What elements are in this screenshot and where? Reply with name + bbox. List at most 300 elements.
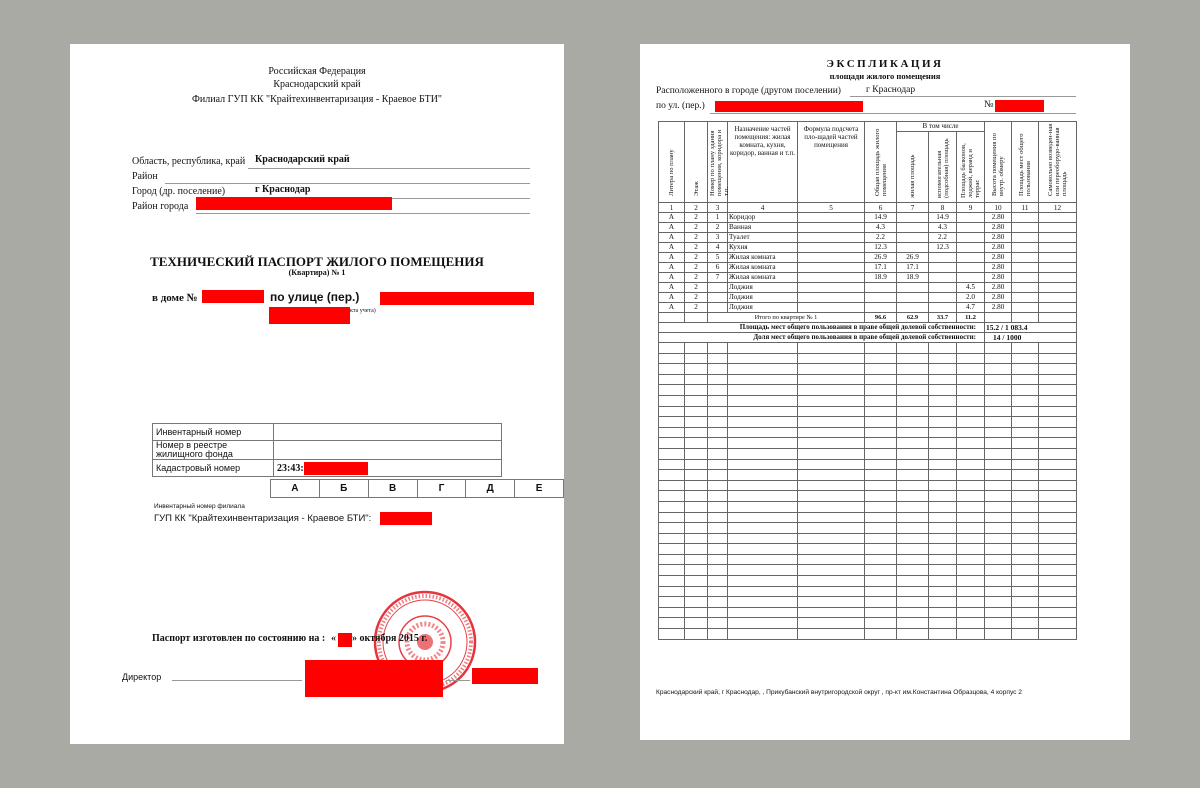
empty-cell [728,438,798,449]
empty-cell [659,364,685,375]
empty-cell [865,364,897,375]
account-note: кта учета) [350,308,376,314]
empty-cell [865,343,897,354]
empty-cell [798,417,865,428]
empty-cell [897,501,929,512]
header-branch: Филиал ГУП КК "Крайтехинвентаризация - Краевое БТИ" [192,94,442,105]
cell-formula [798,293,865,303]
redacted-house-number [202,290,264,303]
empty-cell [985,491,1012,502]
empty-row [659,554,1077,565]
apartment-subtitle: (Квартира) № 1 [288,268,346,277]
empty-row [659,427,1077,438]
letters-row [271,480,564,498]
redacted-street [380,292,534,305]
empty-cell [1039,343,1077,354]
empty-cell [708,618,728,629]
cell-unauthorized [1039,253,1077,263]
empty-cell [957,364,985,375]
empty-cell [865,417,897,428]
cell-litera: А [659,263,685,273]
empty-cell [798,586,865,597]
empty-cell [957,438,985,449]
empty-cell [957,480,985,491]
empty-cell [985,343,1012,354]
cell-formula [798,213,865,223]
redacted-street [715,101,863,112]
empty-cell [897,448,929,459]
empty-cell [1039,395,1077,406]
empty-cell [685,374,708,385]
empty-cell [708,554,728,565]
header-including: В том числе [897,122,985,132]
empty-cell [957,395,985,406]
empty-cell [897,512,929,523]
address-footer: Краснодарский край, г Краснодар, , Прикубанский внутригородской округ , пр-кт им.Константина Образцова, 4 корпус 2 [656,689,1022,696]
col-number: 1 [659,203,685,213]
empty-cell [798,438,865,449]
empty-cell [685,491,708,502]
cell-common [1012,273,1039,283]
cell-height: 2.80 [985,233,1012,243]
empty-row [659,417,1077,428]
empty-cell [1012,533,1039,544]
empty-cell [708,395,728,406]
empty-cell [798,544,865,555]
empty-cell [1039,374,1077,385]
header-litera: Литера по плану [659,122,685,203]
cell-height: 2.80 [985,223,1012,233]
redacted-building-number [995,100,1044,112]
empty-cell [798,491,865,502]
empty-cell [659,406,685,417]
empty-row [659,364,1077,375]
city-label: Город (др. поселение) [132,186,226,197]
cell-formula [798,273,865,283]
empty-row [659,491,1077,502]
cell-number: 1 [708,213,728,223]
empty-cell [1012,565,1039,576]
empty-cell [659,385,685,396]
cell-unauthorized [1039,303,1077,313]
empty-cell [708,364,728,375]
number-label: № [984,99,994,110]
explication-row [659,223,1077,233]
cell-litera: А [659,223,685,233]
cell-aux [929,273,957,283]
total-area: 96.6 [865,313,897,323]
cell-aux: 2.2 [929,233,957,243]
cell-common [1012,233,1039,243]
cell-number: 2 [708,223,728,233]
empty-row [659,480,1077,491]
empty-cell [1039,470,1077,481]
col-number: 3 [708,203,728,213]
col-number: 9 [957,203,985,213]
empty-cell [708,480,728,491]
empty-cell [929,438,957,449]
total-aux: 33.7 [929,313,957,323]
column-number-row [659,203,1077,213]
cell-aux [929,293,957,303]
col-number: 11 [1012,203,1039,213]
cell-number: 3 [708,233,728,243]
empty-row [659,523,1077,534]
city-district-label: Район города [132,201,189,212]
location-label: Расположенного в городе (другом поселении) [656,86,841,96]
empty-cell [798,470,865,481]
empty-cell [957,554,985,565]
empty-cell [897,406,929,417]
empty-row [659,629,1077,640]
empty-cell [1039,533,1077,544]
empty-cell [865,385,897,396]
empty-cell [865,470,897,481]
empty-cell [957,512,985,523]
empty-cell [865,512,897,523]
cell-height: 2.80 [985,303,1012,313]
empty-cell [798,523,865,534]
empty-cell [1039,629,1077,640]
empty-cell [1039,406,1077,417]
empty-cell [659,544,685,555]
empty-cell [985,607,1012,618]
empty-row [659,586,1077,597]
cell-living: 18.9 [897,273,929,283]
empty-cell [1012,364,1039,375]
empty-cell [897,374,929,385]
cell-living [897,243,929,253]
inv-number-label: Инвентарный номер [153,424,274,441]
empty-row [659,607,1077,618]
explication-row [659,293,1077,303]
inv-number-cell [274,424,502,441]
empty-cell [865,353,897,364]
empty-cell [798,427,865,438]
col-number: 12 [1039,203,1077,213]
empty-cell [929,523,957,534]
empty-cell [1012,618,1039,629]
cell-purpose: Жилая комната [728,273,798,283]
director-name-line [446,680,470,681]
empty-cell [798,353,865,364]
cell-common [1012,283,1039,293]
empty-cell [1039,427,1077,438]
empty-cell [1039,417,1077,428]
empty-cell [865,629,897,640]
cell-total [865,293,897,303]
registry-number-cell [274,441,502,460]
empty-row [659,597,1077,608]
passport-date-open: « [331,633,336,644]
empty-row [659,438,1077,449]
empty-cell [865,618,897,629]
empty-cell [929,374,957,385]
district-label: Район [132,171,158,182]
empty-cell [985,417,1012,428]
empty-cell [957,597,985,608]
region-line [248,168,530,169]
empty-cell [1039,597,1077,608]
col-number: 8 [929,203,957,213]
empty-cell [685,417,708,428]
cell-common [1012,303,1039,313]
empty-cell [708,470,728,481]
empty-cell [865,374,897,385]
header-aux-area: вспомогательная (подсобная) площадь [929,132,957,203]
empty-row [659,385,1077,396]
city-value: г Краснодар [255,184,311,195]
cell-floor: 2 [685,283,708,293]
empty-cell [728,491,798,502]
cell-aux [929,303,957,313]
empty-cell [728,480,798,491]
empty-cell [1039,512,1077,523]
director-label: Директор [122,672,162,682]
empty-cell [929,395,957,406]
cell-formula [798,283,865,293]
empty-cell [659,353,685,364]
cell-formula [798,253,865,263]
empty-cell [1039,480,1077,491]
cell-formula [798,263,865,273]
cell-floor: 2 [685,213,708,223]
empty-cell [957,576,985,587]
cell-purpose: Лоджия [728,303,798,313]
empty-cell [685,533,708,544]
district-line [165,183,530,184]
empty-cell [659,565,685,576]
empty-cell [985,554,1012,565]
explication-page [640,44,1130,740]
empty-cell [798,554,865,565]
cell-height: 2.80 [985,283,1012,293]
street-label: по улице (пер.) [270,290,360,304]
redacted-branch-inv [380,512,432,525]
branch-inv-label: Инвентарный номер филиала [154,503,245,510]
cell-height: 2.80 [985,243,1012,253]
empty-cell [798,385,865,396]
header-height: Высота помещения по внутр. обмеру [985,122,1012,203]
cell-floor: 2 [685,223,708,233]
cell-aux: 4.3 [929,223,957,233]
empty-cell [865,586,897,597]
empty-cell [865,544,897,555]
letter-cell: Б [319,480,368,498]
empty-cell [708,406,728,417]
empty-cell [685,470,708,481]
cell-living [897,223,929,233]
cell-number: 6 [708,263,728,273]
cell-living: 26.9 [897,253,929,263]
empty-cell [659,576,685,587]
col-number: 6 [865,203,897,213]
empty-cell [708,533,728,544]
cell-aux [929,253,957,263]
empty-cell [798,533,865,544]
explication-row [659,233,1077,243]
empty-cell [985,597,1012,608]
empty-cell [1039,586,1077,597]
empty-cell [798,501,865,512]
cell-balcony [957,233,985,243]
empty-cell [728,597,798,608]
cell-purpose: Жилая комната [728,263,798,273]
empty-cell [1012,374,1039,385]
col-number: 4 [728,203,798,213]
empty-cell [897,395,929,406]
empty-cell [728,512,798,523]
empty-cell [865,427,897,438]
empty-cell [798,343,865,354]
cadastral-number-cell [274,460,502,477]
empty-cell [708,597,728,608]
empty-cell [728,417,798,428]
empty-cell [685,565,708,576]
letters-table [270,479,564,498]
cell-balcony: 4.7 [957,303,985,313]
cell-formula [798,233,865,243]
empty-cell [708,353,728,364]
empty-cell [659,427,685,438]
empty-cell [985,533,1012,544]
empty-cell [957,385,985,396]
empty-cell [865,597,897,608]
inventory-table [152,423,502,477]
cell-aux [929,283,957,293]
cell-formula [798,303,865,313]
empty-cell [957,586,985,597]
empty-cell [985,448,1012,459]
empty-row [659,565,1077,576]
empty-cell [865,523,897,534]
empty-cell [929,385,957,396]
empty-cell [929,586,957,597]
cell-floor: 2 [685,293,708,303]
empty-cell [865,533,897,544]
empty-cell [685,597,708,608]
empty-cell [897,607,929,618]
total-balcony: 11.2 [957,313,985,323]
empty-cell [798,448,865,459]
empty-cell [957,501,985,512]
empty-cell [1012,501,1039,512]
col-number: 7 [897,203,929,213]
empty-cell [865,491,897,502]
cell-litera: А [659,303,685,313]
cell-height: 2.80 [985,273,1012,283]
cell-living [897,233,929,243]
empty-cell [865,576,897,587]
cell-common [1012,243,1039,253]
redacted-day [338,633,352,647]
empty-cell [659,470,685,481]
empty-cell [728,385,798,396]
empty-cell [865,395,897,406]
empty-cell [708,544,728,555]
empty-cell [1039,576,1077,587]
empty-cell [1012,554,1039,565]
header-plan-number: Номер по плану здания помещения, коридора и т.п. [708,122,728,203]
location-line [850,96,1076,97]
empty-cell [1039,491,1077,502]
empty-cell [985,586,1012,597]
empty-cell [685,459,708,470]
empty-cell [985,501,1012,512]
empty-cell [728,544,798,555]
empty-cell [728,427,798,438]
empty-cell [1012,353,1039,364]
empty-cell [728,565,798,576]
header-region: Краснодарский край [273,79,361,90]
cell-floor: 2 [685,253,708,263]
empty-cell [659,343,685,354]
empty-cell [685,629,708,640]
cell-floor: 2 [685,263,708,273]
explication-row [659,263,1077,273]
empty-cell [659,480,685,491]
empty-cell [659,597,685,608]
empty-cell [985,523,1012,534]
cell-litera: А [659,293,685,303]
empty-cell [798,459,865,470]
empty-cell [897,618,929,629]
cadastral-number-label: Кадастровый номер [153,460,274,477]
cell-number [708,283,728,293]
empty-cell [1039,565,1077,576]
empty-cell [865,480,897,491]
empty-cell [957,618,985,629]
empty-cell [897,470,929,481]
empty-cell [728,470,798,481]
empty-cell [957,417,985,428]
region-label: Область, республика, край [132,156,246,167]
letter-cell: А [271,480,320,498]
empty-cell [985,395,1012,406]
letter-cell: Г [417,480,466,498]
explication-title: ЭКСПЛИКАЦИЯ [826,58,944,70]
empty-cell [728,459,798,470]
passport-date-prefix: Паспорт изготовлен по состоянию на : [152,633,326,644]
cell-aux: 14.9 [929,213,957,223]
empty-cell [957,544,985,555]
empty-cell [897,554,929,565]
empty-cell [685,427,708,438]
cell-number [708,303,728,313]
empty-cell [728,395,798,406]
empty-cell [897,544,929,555]
cell-floor: 2 [685,303,708,313]
empty-cell [708,448,728,459]
empty-row [659,618,1077,629]
explication-row [659,253,1077,263]
empty-cell [929,448,957,459]
empty-cell [708,343,728,354]
cell-aux: 12.3 [929,243,957,253]
empty-cell [1039,438,1077,449]
cell-number: 5 [708,253,728,263]
empty-cell [1012,343,1039,354]
letter-cell: Е [515,480,564,498]
passport-date-suffix: » октября 2015 г. [352,633,428,644]
cell-litera: А [659,233,685,243]
empty-cell [985,512,1012,523]
empty-cell [685,448,708,459]
empty-cell [685,395,708,406]
common-share-label: Доля мест общего пользования в праве общей долевой собственности: [659,333,985,343]
letter-cell: В [368,480,417,498]
explication-row [659,273,1077,283]
